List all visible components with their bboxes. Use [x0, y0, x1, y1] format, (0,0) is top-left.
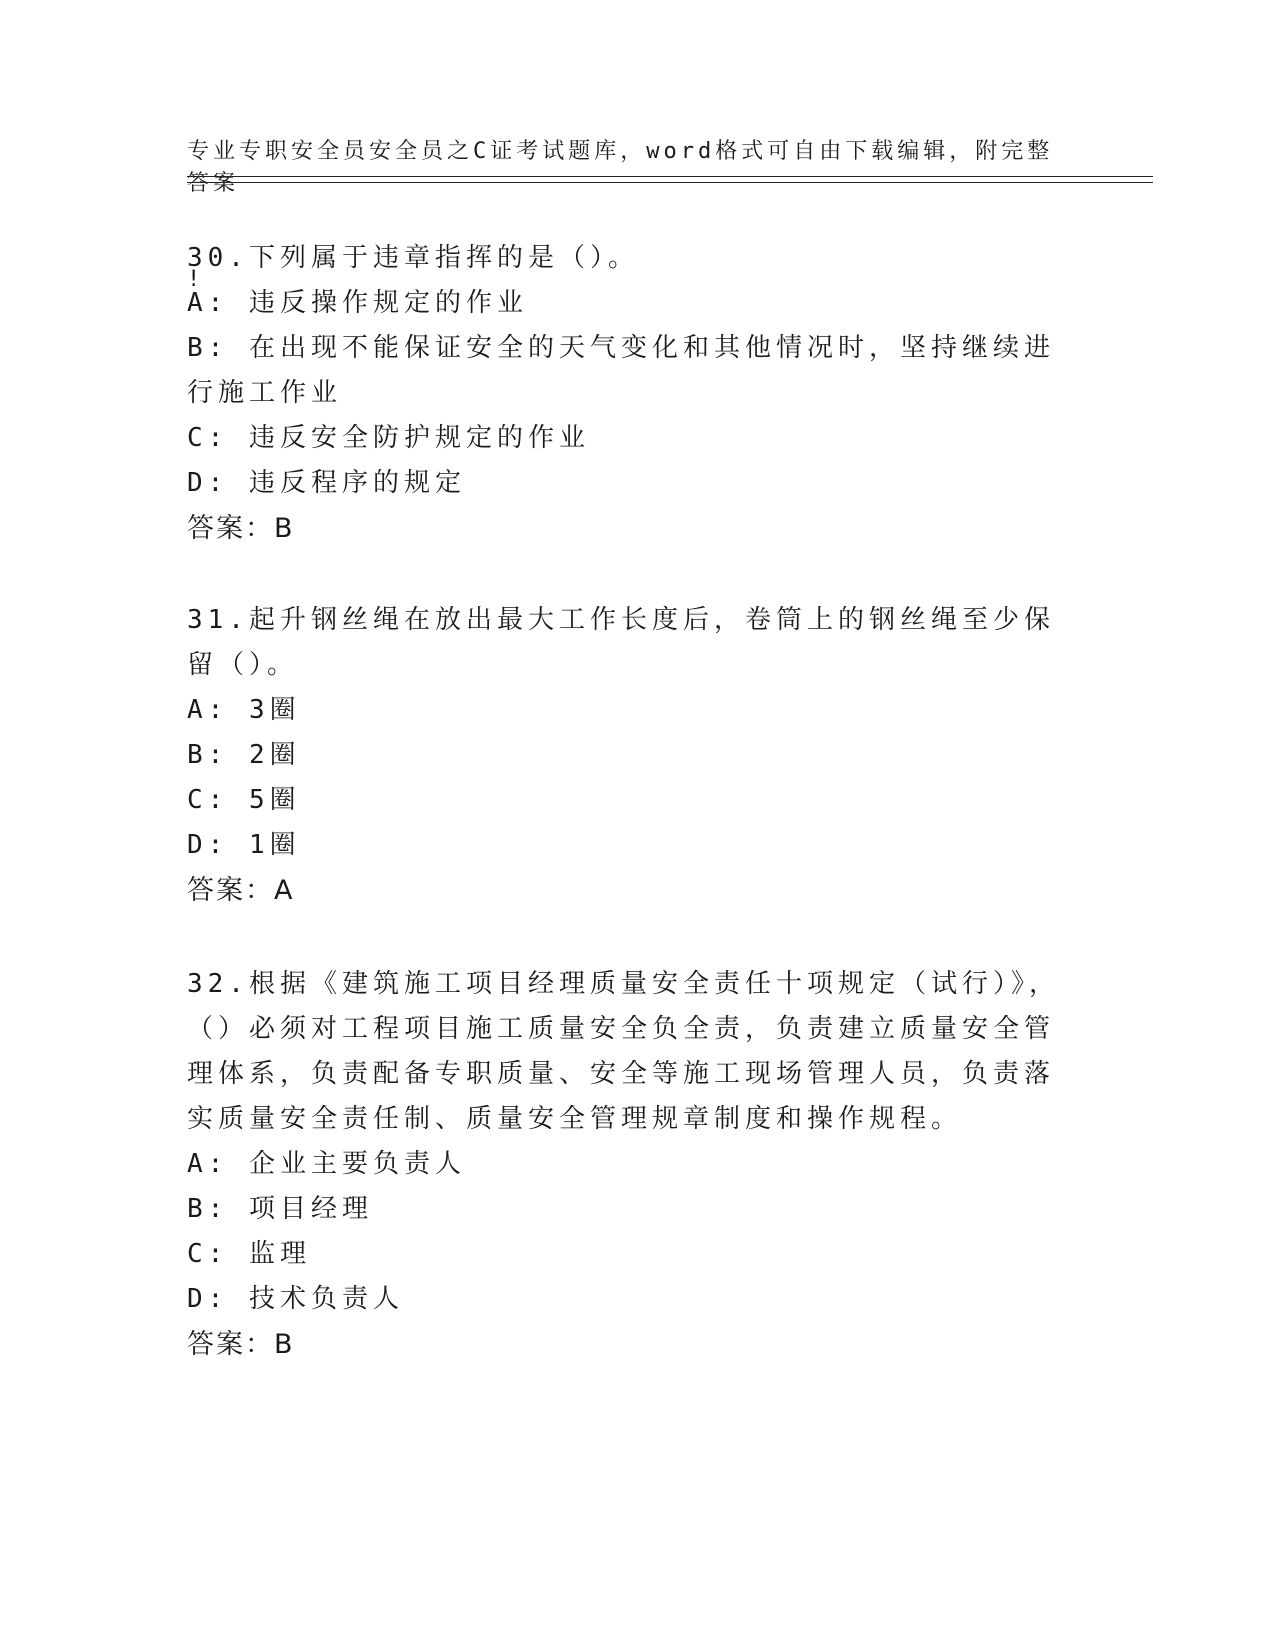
question-stem: 31.起升钢丝绳在放出最大工作长度后，卷筒上的钢丝绳至少保留（）。	[187, 605, 1055, 680]
answer: 答案：B	[187, 1329, 295, 1360]
question-31	[187, 598, 1077, 913]
question-stem: 32.根据《建筑施工项目经理质量安全责任十项规定（试行）》，（）必须对工程项目施工质量安全负全责，负责建立质量安全管理体系，负责配备专职质量、安全等施工现场管理人员，负责落实质量安全责任制、质量安全管理规章制度和操作规程。	[187, 969, 1060, 1134]
option-c: C: 监理	[187, 1239, 311, 1269]
option-b: B: 在出现不能保证安全的天气变化和其他情况时，坚持继续进行施工作业	[187, 333, 1055, 408]
option-c: C: 违反安全防护规定的作业	[187, 423, 590, 453]
option-d: D: 1圈	[187, 830, 301, 860]
header-line-2: !	[187, 267, 205, 292]
option-b: B: 项目经理	[187, 1194, 373, 1224]
question-30	[187, 236, 1077, 551]
header-divider-bottom	[187, 182, 1153, 183]
option-a: A: 违反操作规定的作业	[187, 288, 528, 318]
option-d: D: 技术负责人	[187, 1284, 404, 1314]
answer: 答案：A	[187, 875, 295, 906]
answer: 答案：B	[187, 513, 295, 544]
question-32	[187, 962, 1077, 1367]
option-b: B: 2圈	[187, 740, 301, 770]
option-a: A: 企业主要负责人	[187, 1149, 466, 1179]
option-a: A: 3圈	[187, 695, 301, 725]
header-divider-top	[187, 176, 1153, 177]
option-c: C: 5圈	[187, 785, 301, 815]
question-stem: 30.下列属于违章指挥的是（）。	[187, 243, 639, 273]
header-line-1: 专业专职安全员安全员之C证考试题库，word格式可自由下载编辑，附完整答案	[187, 139, 1054, 196]
option-d: D: 违反程序的规定	[187, 468, 466, 498]
